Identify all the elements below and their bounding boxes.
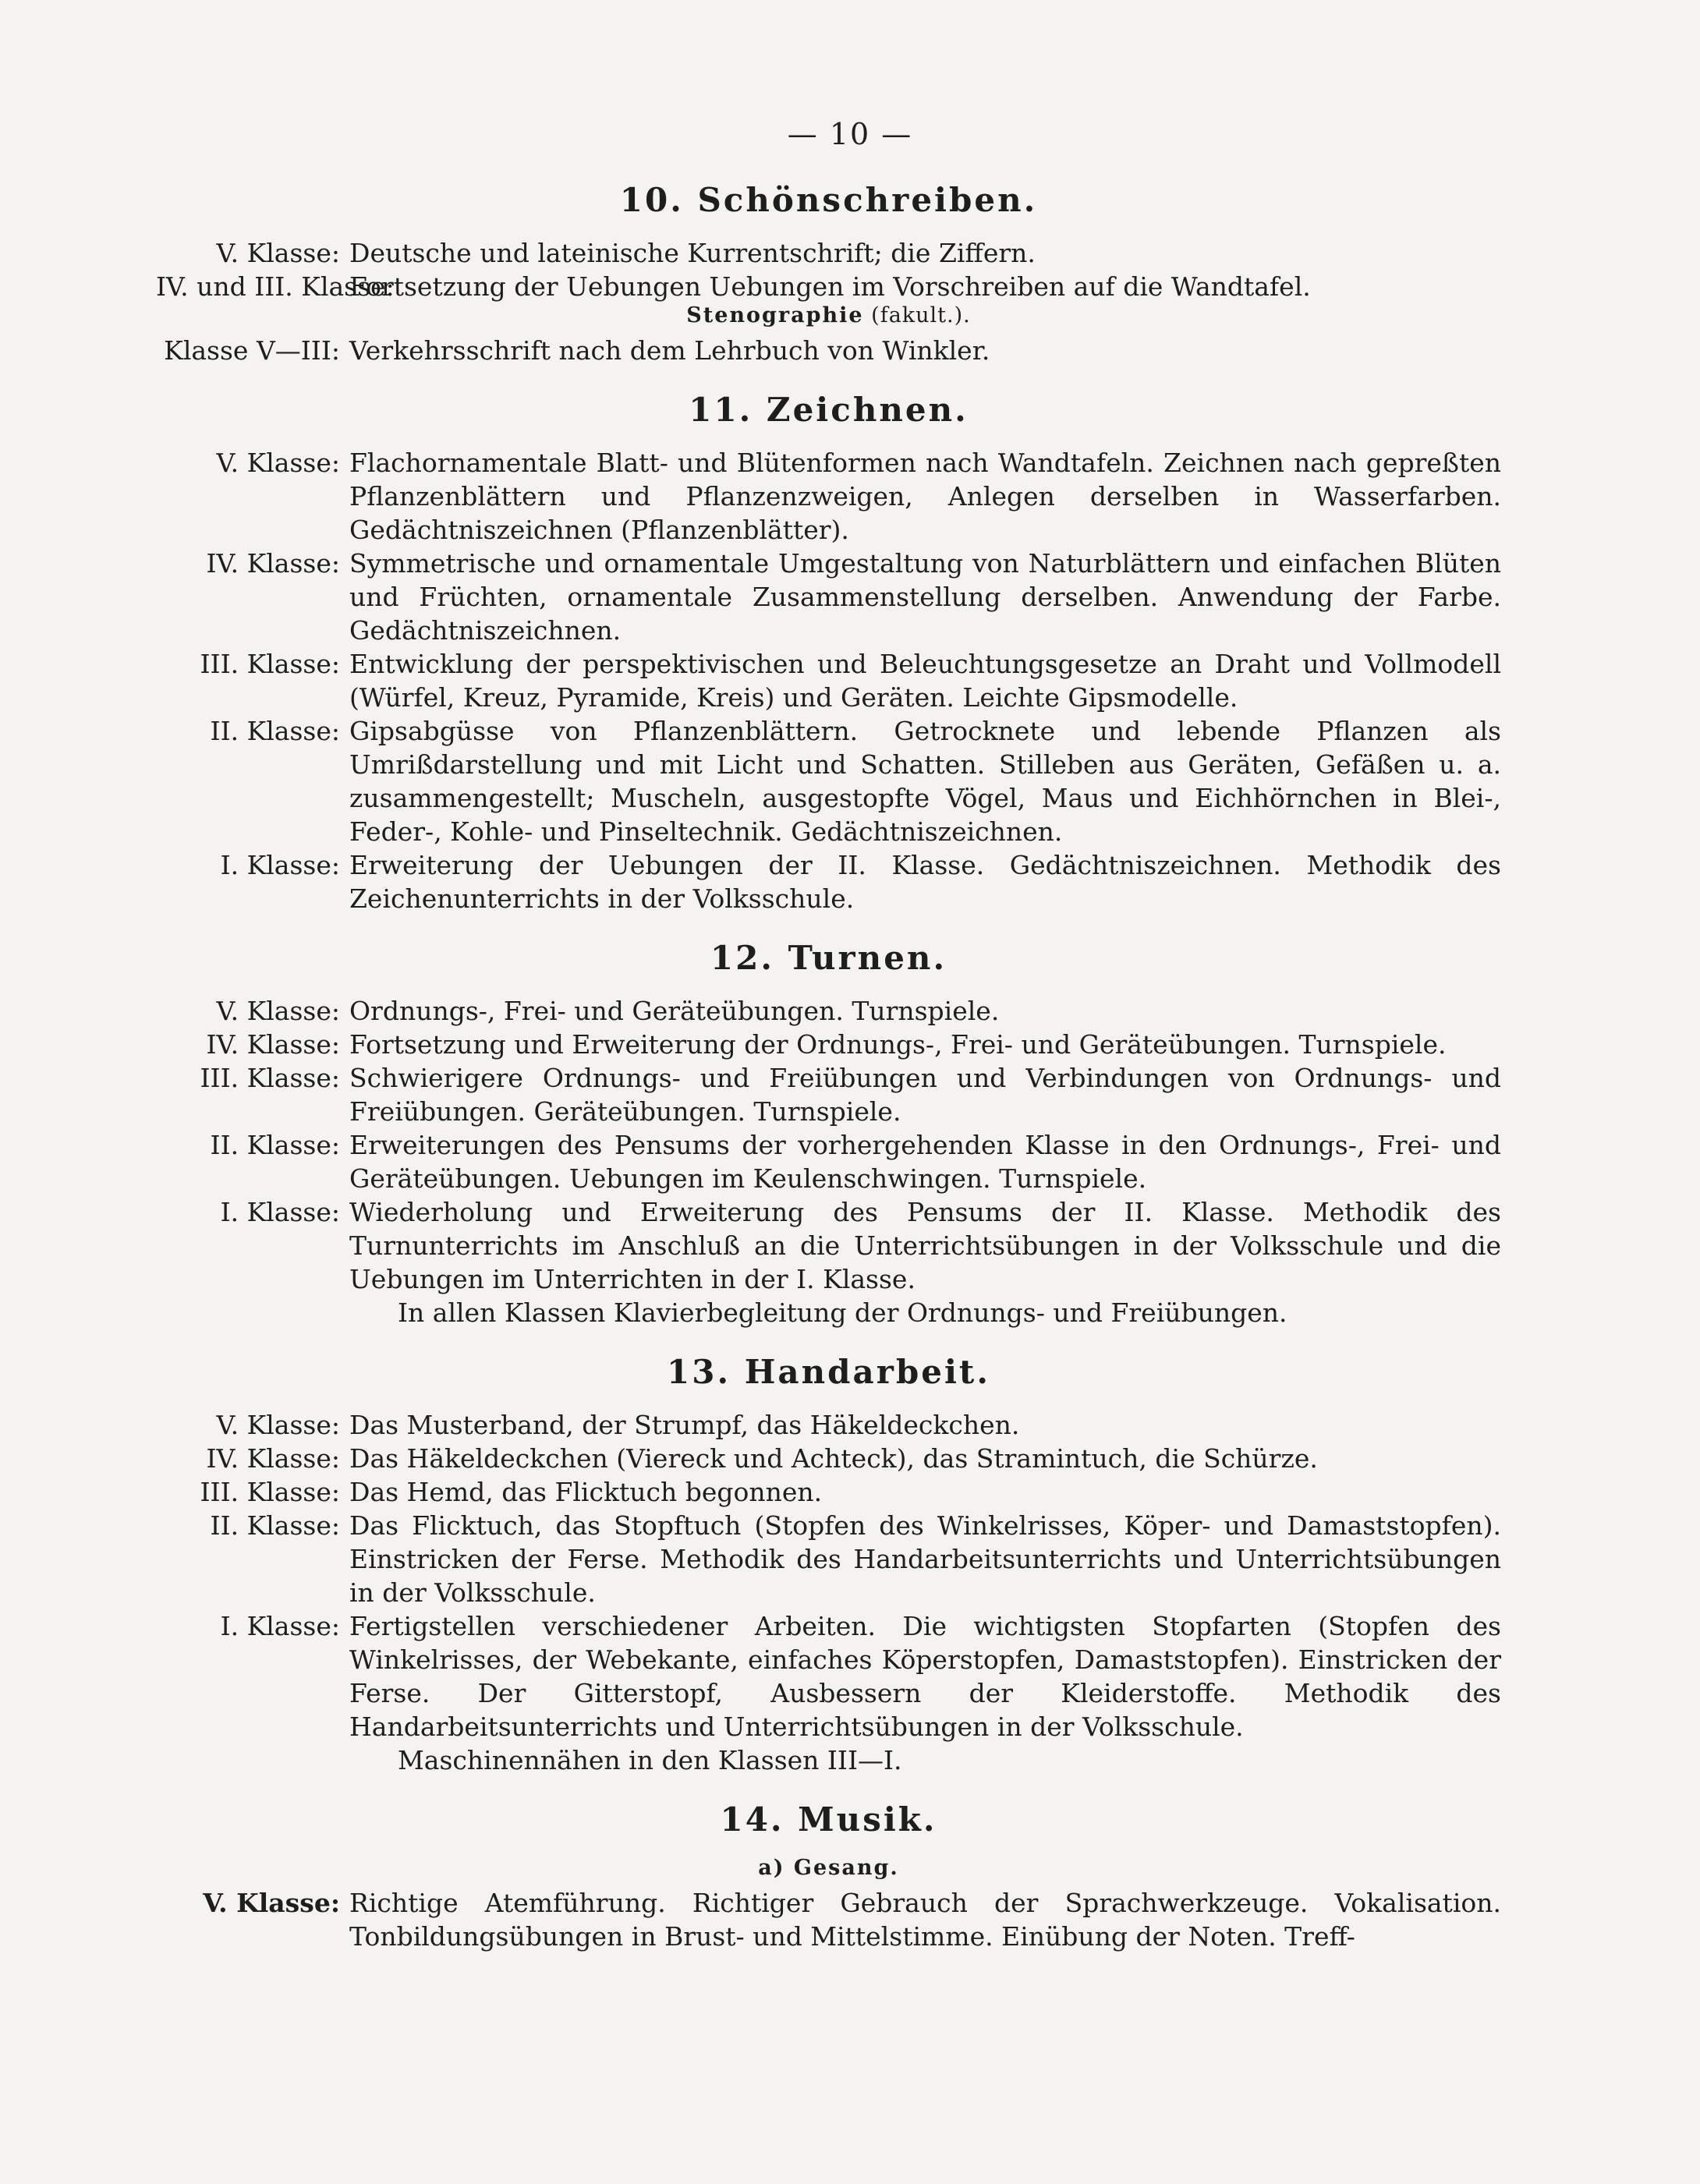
class-label: I. Klasse: <box>220 850 340 880</box>
class-label: IV. und III. Klasse: <box>156 271 395 302</box>
class-row <box>156 547 1501 647</box>
class-text: Deutsche und lateinische Kurrentschrift; die Ziffern. <box>349 238 1036 268</box>
section-musik <box>156 1800 1501 1953</box>
class-row <box>156 1128 1501 1195</box>
class-text: Fortsetzung der Uebungen Uebungen im Vorschreiben auf die Wandtafel. <box>349 271 1311 302</box>
class-row <box>156 1886 1501 1953</box>
class-text: Schwierigere Ordnungs- und Freiübungen und Verbindungen von Ordnungs- und Freiübungen. Geräteübungen. Turnspiele. <box>349 1063 1501 1127</box>
class-text: Erweiterung der Uebungen der II. Klasse. Gedächtniszeichnen. Methodik des Zeichenunterrichts in der Volksschule. <box>349 850 1501 914</box>
class-row <box>156 1195 1501 1296</box>
class-text: Flachornamentale Blatt- und Blütenformen nach Wandtafeln. Zeichnen nach gepreßten Pflanzenblättern und Pflanzenzweigen, Anlegen derselben in Wasserfarben. Gedächtniszeichnen (Pflanzenblätter). <box>349 448 1501 545</box>
class-label: II. Klasse: <box>210 1510 340 1541</box>
class-text: Erweiterungen des Pensums der vorhergehenden Klasse in den Ordnungs-, Frei- und Geräteübungen. Uebungen im Keulenschwingen. Turnspiele. <box>349 1130 1501 1194</box>
class-row <box>156 714 1501 848</box>
class-text: Fertigstellen verschiedener Arbeiten. Die wichtigsten Stopfarten (Stopfen des Winkelrisses, der Webekante, einfaches Köperstopfen, Damaststopfen). Einstricken der Ferse. Der Gitterstopf, Ausbessern der Kleiderstoffe. Methodik des Handarbeitsunterrichts und Unterrichtsübungen in der Volksschule. <box>349 1611 1501 1742</box>
class-row <box>156 848 1501 915</box>
class-label: II. Klasse: <box>210 716 340 746</box>
class-row <box>156 1442 1501 1475</box>
section-turnen <box>156 939 1501 1329</box>
class-text: Verkehrsschrift nach dem Lehrbuch von Winkler. <box>349 335 990 366</box>
class-text: Das Flicktuch, das Stopftuch (Stopfen des Winkelrisses, Köper- und Damaststopfen). Einstricken der Ferse. Methodik des Handarbeitsunterrichts und Unterrichtsübungen in der Volksschule. <box>349 1510 1501 1608</box>
class-label: Klasse V—III: <box>164 335 340 366</box>
class-label: I. Klasse: <box>220 1197 340 1227</box>
class-row <box>156 1408 1501 1442</box>
class-text: Das Häkeldeckchen (Viereck und Achteck), das Stramintuch, die Schürze. <box>349 1443 1318 1474</box>
class-label: I. Klasse: <box>220 1611 340 1641</box>
class-row <box>156 1061 1501 1128</box>
class-text: Wiederholung und Erweiterung des Pensums der II. Klasse. Methodik des Turnunterrichts im Anschluß an die Unterrichtsübungen in der Volksschule und die Uebungen im Unterrichten in der I. Klasse. <box>349 1197 1501 1294</box>
class-label: III. Klasse: <box>200 1063 340 1093</box>
class-label: IV. Klasse: <box>206 548 340 579</box>
class-label: IV. Klasse: <box>206 1029 340 1060</box>
class-label: V. Klasse: <box>216 238 340 268</box>
page-content <box>156 181 1501 1953</box>
class-row <box>156 334 1501 367</box>
page-number: — 10 — <box>787 117 913 151</box>
class-text: Symmetrische und ornamentale Umgestaltung von Naturblättern und einfachen Blüten und Früchten, ornamentale Zusammenstellung derselben. Anwendung der Farbe. Gedächtniszeichnen. <box>349 548 1501 646</box>
section-title: 14. Musik. <box>720 1800 937 1839</box>
section-title: 11. Zeichnen. <box>689 391 969 429</box>
section-title: 13. Handarbeit. <box>667 1353 990 1391</box>
class-row <box>156 1609 1501 1743</box>
section-handarbeit <box>156 1353 1501 1777</box>
class-label: V. Klasse: <box>216 1410 340 1440</box>
class-row <box>156 994 1501 1028</box>
class-text: Das Musterband, der Strumpf, das Häkeldeckchen. <box>349 1410 1020 1440</box>
class-row <box>156 236 1501 270</box>
subsection-title <box>156 303 1501 327</box>
class-row <box>156 647 1501 714</box>
class-text: Fortsetzung und Erweiterung der Ordnungs-, Frei- und Geräteübungen. Turnspiele. <box>349 1029 1447 1060</box>
section-schoenschreiben <box>156 181 1501 367</box>
class-label: III. Klasse: <box>200 1477 340 1507</box>
class-label: IV. Klasse: <box>206 1443 340 1474</box>
subsection-title-bold: Stenographie <box>686 303 864 327</box>
class-label: V. Klasse: <box>203 1888 340 1918</box>
class-text: Gipsabgüsse von Pflanzenblättern. Getrocknete und lebende Pflanzen als Umrißdarstellung und mit Licht und Schatten. Stilleben aus Geräten, Gefäßen u. a. zusammengestellt; Muscheln, ausgestopfte Vögel, Maus und Eichhörnchen in Blei-, Feder-, Kohle- und Pinseltechnik. Gedächtniszeichnen. <box>349 716 1501 847</box>
class-text: Das Hemd, das Flicktuch begonnen. <box>349 1477 823 1507</box>
class-row <box>156 1475 1501 1509</box>
section-title: 10. Schönschreiben. <box>619 181 1038 219</box>
class-label: V. Klasse: <box>216 448 340 478</box>
class-row <box>156 1509 1501 1609</box>
subsection-title-rest: (fakult.). <box>863 303 971 327</box>
section-note: In allen Klassen Klavierbegleitung der Ordnungs- und Freiübungen. <box>398 1297 1287 1328</box>
class-label: V. Klasse: <box>216 996 340 1026</box>
class-label: II. Klasse: <box>210 1130 340 1160</box>
section-title: 12. Turnen. <box>710 939 947 977</box>
section-note: Maschinennähen in den Klassen III—I. <box>398 1745 902 1775</box>
class-text: Entwicklung der perspektivischen und Beleuchtungsgesetze an Draht und Vollmodell (Würfel, Kreuz, Pyramide, Kreis) und Geräten. Leichte Gipsmodelle. <box>349 649 1501 713</box>
class-row <box>156 270 1501 303</box>
class-row <box>156 1028 1501 1061</box>
class-row <box>156 446 1501 547</box>
section-zeichnen <box>156 391 1501 915</box>
class-text: Richtige Atemführung. Richtiger Gebrauch der Sprachwerkzeuge. Vokalisation. Tonbildungsübungen in Brust- und Mittelstimme. Einübung der Noten. Treff- <box>349 1888 1501 1952</box>
subsection-title <box>156 1856 1501 1880</box>
class-label: III. Klasse: <box>200 649 340 679</box>
class-text: Ordnungs-, Frei- und Geräteübungen. Turnspiele. <box>349 996 1000 1026</box>
subsection-title-bold: a) Gesang. <box>758 1856 899 1880</box>
